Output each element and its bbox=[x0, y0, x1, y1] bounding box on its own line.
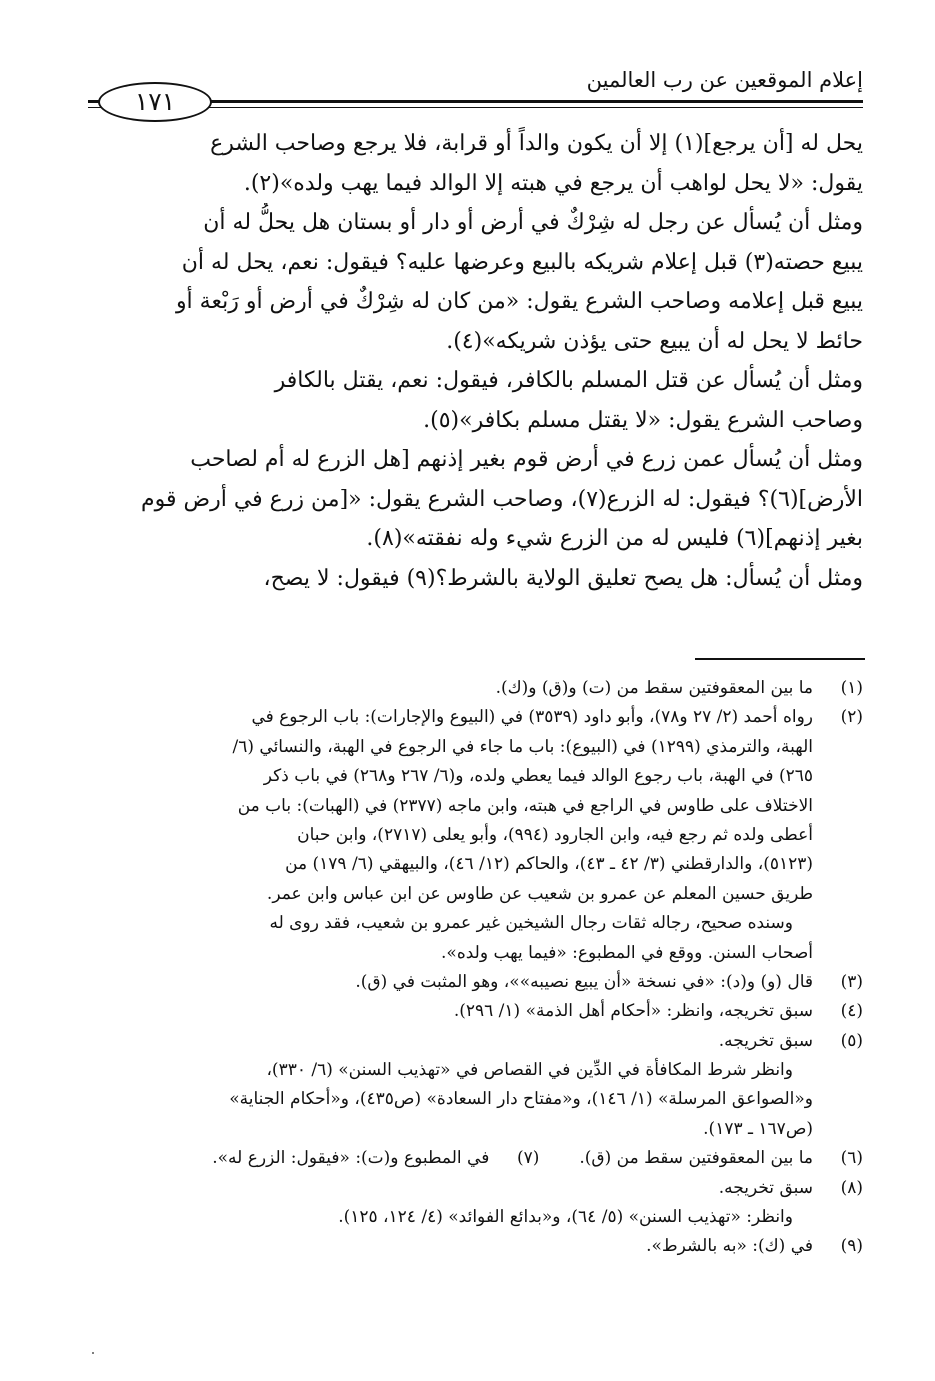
footnote-line: أعطى ولده ثم رجع فيه، وابن الجارود (٩٩٤)، وأبو يعلى (٢٧١٧)، وابن حبان bbox=[297, 824, 813, 845]
footnote-6 bbox=[579, 1144, 863, 1173]
footnote-line: ٢٦٥) في الهبة، باب رجوع الوالد فيما يعطي ولده، و(٦/ ٢٦٧ و٢٦٨) في باب ذكر bbox=[263, 766, 813, 787]
footnote-note-line: (ص١٦٧ ـ ١٧٣). bbox=[703, 1118, 813, 1139]
footnote-7 bbox=[212, 1144, 539, 1173]
body-line: يبيع قبل إعلامه وصاحب الشرع يقول: «من كان له شِرْكٌ في أرض أو رَبْعة أو bbox=[175, 289, 863, 314]
footnote-number: (١) bbox=[840, 678, 863, 698]
print-speck bbox=[92, 1352, 94, 1354]
footnote-text: ما بين المعقوفتين سقط من (ق). bbox=[579, 1148, 813, 1169]
body-line: ومثل أن يُسأل عن رجل له شِرْكٌ في أرض أو دار أو بستان هل يحلُّ له أن bbox=[203, 210, 863, 235]
footnote-note-line: و«الصواعق المرسلة» (١/ ١٤٦)، و«مفتاح دار السعادة» (ص٤٣٥)، و«أحكام الجناية» bbox=[229, 1089, 813, 1110]
footnote-line: طريق حسين المعلم عن عمرو بن شعيب عن طاوس عن ابن عباس وابن عمر. bbox=[266, 883, 813, 904]
footnote-text: في المطبوع و(ت): «فيقول: الزرع له». bbox=[212, 1148, 490, 1169]
footnote-number: (٨) bbox=[840, 1177, 863, 1198]
footnote-number: (٣) bbox=[840, 971, 863, 992]
body-line: وصاحب الشرع يقول: «لا يقتل مسلم بكافر»(٥). bbox=[423, 407, 863, 433]
footnote-text: رواه أحمد (٢/ ٢٧ و٧٨)، وأبو داود (٣٥٣٩) في (البيوع والإجارات): باب الرجوع في bbox=[251, 707, 813, 728]
footnote-separator bbox=[695, 658, 865, 660]
footnote-3 bbox=[90, 968, 863, 997]
footnote-gap bbox=[539, 1144, 579, 1173]
running-title: إعلام الموقعين عن رب العالمين bbox=[586, 68, 863, 92]
body-line: حائط لا يحل له أن يبيع حتى يؤذن شريكه»(٤). bbox=[446, 328, 863, 354]
footnote-text: سبق تخريجه. bbox=[718, 1030, 813, 1051]
body-line: ومثل أن يُسأل عن قتل المسلم بالكافر، فيقول: نعم، يقتل بالكافر bbox=[274, 368, 863, 393]
footnote-number: (٢) bbox=[840, 707, 863, 728]
footnote-text: قال (و) و(د): «في نسخة «أن يبيع نصيبه»»، وهو المثبت في (ق). bbox=[355, 971, 813, 992]
footnote-line: (٥١٢٣)، والدارقطني (٣/ ٤٢ ـ ٤٣)، والحاكم (١٢/ ٤٦)، والبيهقي (٦/ ١٧٩) من bbox=[285, 854, 813, 875]
footnote-number: (٤) bbox=[840, 1001, 863, 1022]
body-line: يبيع حصته(٣) قبل إعلام شريكه بالبيع وعرضها عليه؟ فيقول: نعم، يحل له أن bbox=[181, 249, 863, 275]
footnote-note-line: وانظر شرط المكافأة في الدِّين في القصاص في «تهذيب السنن» (٦/ ٣٣٠)، bbox=[266, 1060, 793, 1081]
body-line: بغير إذنهم](٦) فليس له من الزرع شيء وله نفقته»(٨). bbox=[366, 526, 863, 551]
footnote-text: سبق تخريجه، وانظر: «أحكام أهل الذمة» (١/ ٢٩٦). bbox=[453, 1001, 813, 1022]
footnote-note-line: وسنده صحيح، رجاله ثقات رجال الشيخين غير عمرو بن شعيب، فقد روى له bbox=[269, 913, 793, 934]
footnote-9 bbox=[90, 1232, 863, 1261]
footnote-4 bbox=[90, 997, 863, 1026]
footnote-note-line: أصحاب السنن. ووقع في المطبوع: «فيما يهب ولده». bbox=[441, 942, 813, 963]
footnote-number: (٦) bbox=[840, 1148, 863, 1169]
footnote-line: الاختلاف على طاوس في الراجع في هبته، وابن ماجه (٢٣٧٧) في (الهبات): باب من bbox=[237, 795, 813, 816]
footnotes-6-7 bbox=[90, 1144, 863, 1173]
footnote-number: (٥) bbox=[840, 1030, 863, 1051]
footnote-8 bbox=[90, 1174, 863, 1203]
footnote-line: الهبة، والترمذي (١٢٩٩) في (البيوع): باب ما جاء في الرجوع في الهبة، والنسائي (٦/ bbox=[232, 736, 813, 757]
footnote-2 bbox=[90, 703, 863, 732]
footnote-text: سبق تخريجه. bbox=[718, 1177, 813, 1198]
body-line: يقول: «لا يحل لواهب أن يرجع في هبته إلا الوالد فيما يهب ولده»(٢). bbox=[243, 170, 863, 196]
footnote-note-line: وانظر: «تهذيب السنن» (٥/ ٦٤)، و«بدائع الفوائد» (٤/ ١٢٤، ١٢٥). bbox=[338, 1207, 793, 1228]
main-text bbox=[90, 124, 863, 598]
footnote-text: في (ك): «به بالشرط». bbox=[646, 1236, 813, 1257]
body-line: ومثل أن يُسأل عمن زرع في أرض قوم بغير إذنهم [هل الزرع له أم لصاحب bbox=[190, 447, 863, 472]
footnotes bbox=[90, 674, 863, 1262]
footnote-text: ما بين المعقوفتين سقط من (ت) و(ق) و(ك). bbox=[495, 678, 813, 698]
body-line: يحل له [أن يرجع](١) إلا أن يكون والداً أو قرابة، فلا يرجع وصاحب الشرع bbox=[210, 131, 863, 156]
footnote-1 bbox=[90, 674, 863, 703]
body-line: ومثل أن يُسأل: هل يصح تعليق الولاية بالشرط؟(٩) فيقول: لا يصح، bbox=[263, 565, 863, 591]
footnote-number: (٩) bbox=[840, 1236, 863, 1257]
page-number: ١٧١ bbox=[98, 82, 212, 122]
footnote-number: (٧) bbox=[516, 1148, 540, 1169]
footnote-5 bbox=[90, 1027, 863, 1056]
body-line: الأرض](٦)؟ فيقول: له الزرع(٧)، وصاحب الشرع يقول: «[من زرع في أرض قوم bbox=[141, 486, 863, 512]
